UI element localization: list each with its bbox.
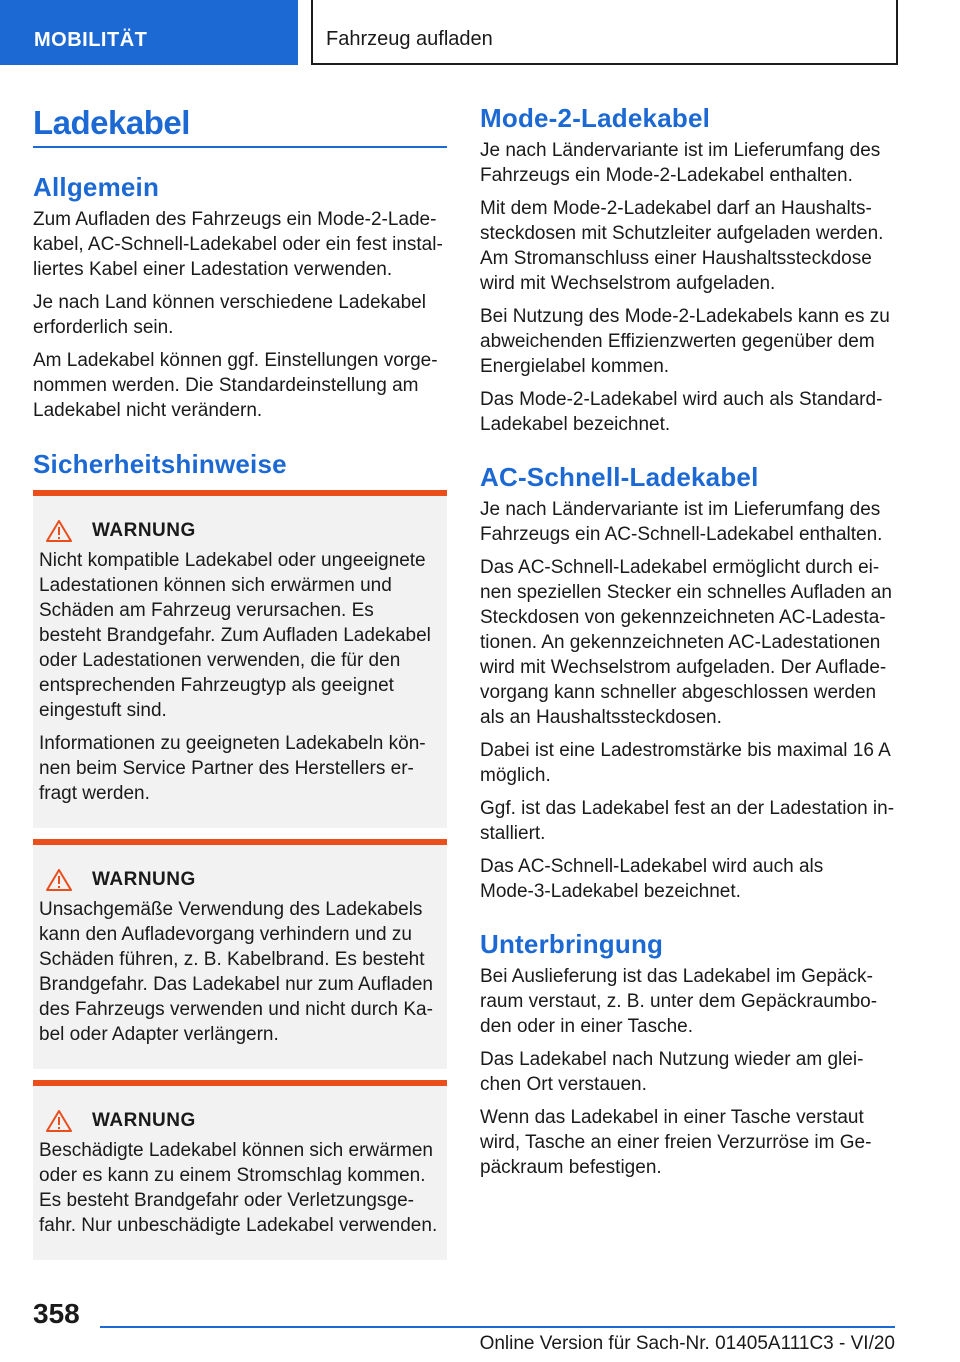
chapter-label: Fahrzeug aufladen xyxy=(326,28,493,50)
page-title: Ladekabel xyxy=(33,104,190,141)
warning-box xyxy=(33,1080,447,1260)
heading-mode2: Mode‑2‑Ladekabel xyxy=(480,103,711,133)
paragraph: Je nach Ländervariante ist im Lieferumfang des Fahrzeugs ein Mode‑2‑Ladekabel enthalten. xyxy=(480,140,881,186)
footer-version: Online Version für Sach-Nr. 01405A111C3 - VI/20 xyxy=(479,1333,895,1354)
chapter-header xyxy=(311,0,898,65)
section-allgemein xyxy=(33,172,447,423)
section-ac xyxy=(480,462,895,904)
warning-triangle-icon xyxy=(46,1110,72,1132)
warning-triangle-icon xyxy=(46,869,72,891)
section-storage xyxy=(480,929,895,1180)
paragraph: Je nach Ländervariante ist im Lieferumfang des Fahrzeugs ein AC‑Schnell‑Ladekabel enthalten. xyxy=(480,499,883,545)
paragraph: Das AC‑Schnell‑Ladekabel wird auch als Mode‑3‑Ladekabel bezeichnet. xyxy=(480,856,824,902)
page-number: 358 xyxy=(33,1298,80,1329)
paragraph: Ggf. ist das Ladekabel fest an der Ladestation installiert. xyxy=(480,798,895,844)
paragraph: Das AC‑Schnell‑Ladekabel ermöglicht durch einen speziellen Stecker ein schnelles Aufladen an Steckdosen von gekennzeichneten AC‑Ladestationen. An gekennzeichneten AC‑Ladestationen wird mit Wechselstrom aufgeladen. Der Aufladevorgang kann schneller abgeschlossen werden als an Haushaltssteckdosen. xyxy=(480,557,892,728)
paragraph: Am Ladekabel können ggf. Einstellungen vorgenommen werden. Die Standardeinstellung am Ladekabel nicht verändern. xyxy=(33,350,438,421)
warning-title: WARNUNG xyxy=(92,1110,196,1131)
paragraph: Dabei ist eine Ladestromstärke bis maximal 16 A möglich. xyxy=(480,740,890,786)
section-label: MOBILITÄT xyxy=(34,29,148,51)
paragraph: Wenn das Ladekabel in einer Tasche verstaut wird, Tasche an einer freien Verzurröse im Gepäckraum befestigen. xyxy=(480,1107,872,1178)
paragraph: Zum Aufladen des Fahrzeugs ein Mode‑2‑Ladekabel, AC‑Schnell‑Ladekabel oder ein fest installiertes Kabel einer Ladestation verwenden. xyxy=(33,209,443,280)
section-mode2 xyxy=(480,103,895,437)
heading-sicherheitshinweise: Sicherheitshinweise xyxy=(33,449,287,479)
paragraph: Je nach Land können verschiedene Ladekabel erforderlich sein. xyxy=(33,292,426,338)
warning-text: Nicht kompatible Ladekabel oder ungeeignete Ladestationen können sich erwärmen und Schäden am Fahrzeug verursachen. Es besteht Brandgefahr. Zum Aufladen Ladekabel oder Ladestationen verwenden, die für den entsprechenden Fahrzeugtyp als geeignet eingestuft sind. xyxy=(39,550,431,721)
warning-box xyxy=(33,839,447,1069)
warning-text: Unsachgemäße Verwendung des Ladekabels kann den Aufladevorgang verhindern und zu Schäden führen, z. B. Kabelbrand. Es besteht Brandgefahr. Das Ladekabel nur zum Aufladen des Fahrzeugs verwenden und nicht durch Kabel oder Adapter verlängern. xyxy=(39,899,433,1045)
footer-rule xyxy=(100,1326,895,1328)
title-rule xyxy=(33,146,447,148)
warning-title: WARNUNG xyxy=(92,869,196,890)
paragraph: Mit dem Mode‑2‑Ladekabel darf an Haushaltssteckdosen mit Schutzleiter aufgeladen werden. Am Stromanschluss einer Haushaltssteckdose wird mit Wechselstrom aufgeladen. xyxy=(480,198,884,294)
heading-allgemein: Allgemein xyxy=(33,172,160,202)
heading-unterbringung: Unterbringung xyxy=(480,929,664,959)
warning-box xyxy=(33,490,447,828)
paragraph: Bei Auslieferung ist das Ladekabel im Gepäckraum verstaut, z. B. unter dem Gepäckraumboden oder in einer Tasche. xyxy=(480,966,878,1037)
paragraph: Das Mode‑2‑Ladekabel wird auch als StandardLadekabel bezeichnet. xyxy=(480,389,883,435)
warning-triangle-icon xyxy=(46,520,72,542)
warning-text: Beschädigte Ladekabel können sich erwärmen oder es kann zu einem Stromschlag kommen. Es besteht Brandgefahr oder Verletzungsgefahr. Nur unbeschädigte Ladekabel verwenden. xyxy=(39,1140,438,1236)
warning-text: Informationen zu geeigneten Ladekabeln können beim Service Partner des Herstellers erfragt werden. xyxy=(39,733,426,804)
paragraph: Das Ladekabel nach Nutzung wieder am gleichen Ort verstauen. xyxy=(480,1049,864,1095)
warning-title: WARNUNG xyxy=(92,520,196,541)
paragraph: Bei Nutzung des Mode‑2‑Ladekabels kann es zu abweichenden Effizienzwerten gegenüber dem Energielabel kommen. xyxy=(480,306,890,377)
section-tab xyxy=(0,0,298,65)
heading-ac: AC‑Schnell‑Ladekabel xyxy=(480,462,759,492)
